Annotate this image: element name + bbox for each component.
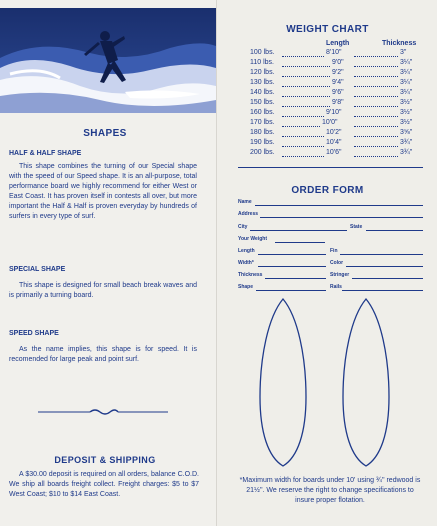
- special-title: SPECIAL SHAPE: [9, 266, 66, 273]
- deposit-heading: DEPOSIT & SHIPPING: [54, 455, 156, 465]
- weight-row: 160 lbs. 9'10" 3½": [250, 109, 413, 116]
- weight-row: 170 lbs. 10'0" 3½": [250, 119, 413, 126]
- weight-row: 150 lbs. 9'8" 3½": [250, 99, 413, 106]
- thickness-stringer-field[interactable]: Thickness Stringer: [238, 272, 423, 278]
- name-field[interactable]: Name: [238, 199, 423, 205]
- address-field[interactable]: Address: [238, 211, 423, 217]
- surfboard-outlines: [248, 297, 408, 469]
- left-panel: [0, 0, 217, 526]
- right-panel: [218, 0, 437, 526]
- section-divider: [238, 167, 423, 168]
- col-length-header: Length: [326, 40, 350, 47]
- weight-row: 100 lbs. 8'10" 3": [250, 49, 407, 56]
- special-text: This shape is designed for small beach break waves and is primarily a turning board.: [9, 282, 197, 299]
- deposit-text: A $30.00 deposit is required on all orders, balance C.O.D. We ship all boards freight collect. Freight charges: $5 to $7 West Coast; $10 to $14 East Coast.: [9, 471, 199, 498]
- weight-row: 120 lbs. 9'2" 3¼": [250, 69, 413, 76]
- weight-row: 130 lbs. 9'4" 3¼": [250, 79, 413, 86]
- col-thickness-header: Thickness: [382, 40, 417, 47]
- weight-field[interactable]: Your Weight: [238, 236, 423, 242]
- length-fin-field[interactable]: Length Fin: [238, 248, 423, 254]
- ornament-divider: [38, 404, 168, 414]
- half-half-title: HALF & HALF SHAPE: [9, 150, 82, 157]
- shape-rails-field[interactable]: Shape Rails: [238, 284, 423, 290]
- shapes-heading: SHAPES: [83, 128, 127, 139]
- weight-row: 200 lbs. 10'6" 3¾": [250, 149, 413, 156]
- speed-text: As the name implies, this shape is for speed. It is recomended for large peak and point surf.: [9, 346, 197, 363]
- surfer-photo: [0, 8, 216, 113]
- width-color-field[interactable]: Width* Color: [238, 260, 423, 266]
- weight-row: 110 lbs. 9'0" 3¼": [250, 59, 413, 66]
- half-half-text: This shape combines the turning of our Special shape with the speed of our Speed shape. It is an all-purpose, total performance board we highly recommend for either West or East Coast. It has proven itself in contests all over, but more important the Half & Half is proven everyday by hundreds of surfers in every type of surf.: [9, 163, 197, 220]
- weight-row: 140 lbs. 9'6" 3¼": [250, 89, 413, 96]
- weight-row: 190 lbs. 10'4" 3¾": [250, 139, 413, 146]
- speed-title: SPEED SHAPE: [9, 330, 59, 337]
- weight-row: 180 lbs. 10'2" 3⅝": [250, 129, 413, 136]
- city-state-field[interactable]: City State: [238, 224, 423, 230]
- order-form-title: ORDER FORM: [291, 185, 364, 196]
- weight-chart-title: WEIGHT CHART: [286, 24, 369, 35]
- footnote: *Maximum width for boards under 10' using ¾'' redwood is 21½''. We reserve the right to change specifications to insure proper flotation.: [239, 477, 421, 504]
